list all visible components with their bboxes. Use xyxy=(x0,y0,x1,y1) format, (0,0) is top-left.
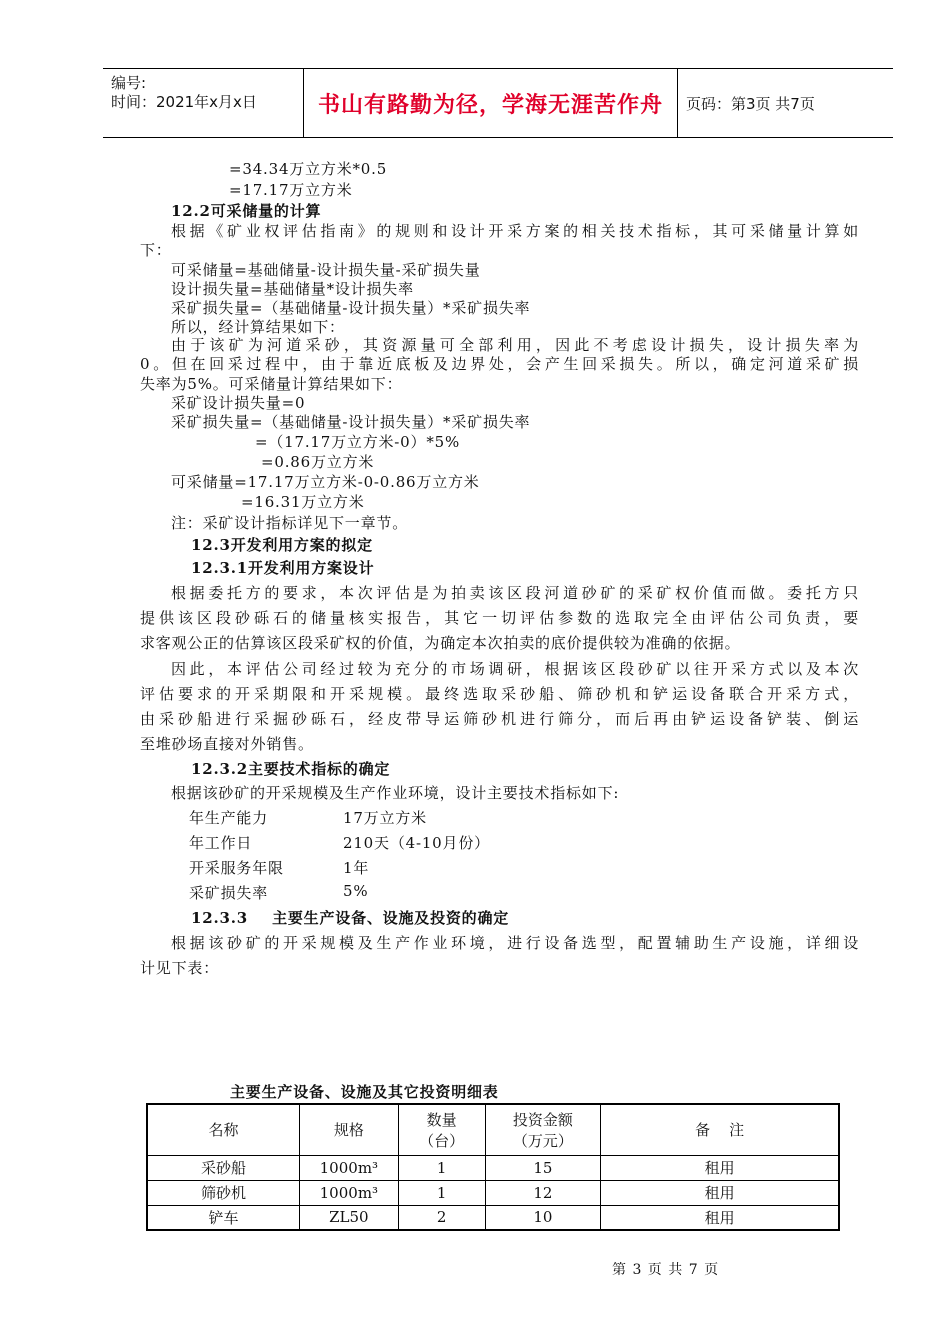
section-heading: 12.3.3 主要生产设备、设施及投资的确定 xyxy=(191,909,510,927)
col-header-name: 名称 xyxy=(147,1104,299,1155)
section-heading: 12.2可采储量的计算 xyxy=(171,202,322,220)
note-line: 注：采矿设计指标详见下一章节。 xyxy=(171,514,409,532)
table-row xyxy=(147,1180,839,1205)
col-header-spec: 规格 xyxy=(299,1104,398,1155)
cell-name: 筛砂机 xyxy=(147,1180,299,1205)
paragraph-line: 因此，本评估公司经过较为充分的市场调研，根据该区段砂矿以往开采方式以及本次 xyxy=(171,660,859,678)
col-header-invest-unit: （万元） xyxy=(512,1131,573,1150)
paragraph-line: 由于该矿为河道采砂，其资源量可全部利用，因此不考虑设计损失，设计损失率为 xyxy=(171,336,859,354)
indicator-value: 210天（4-10月份） xyxy=(343,834,490,852)
calc-line: =0.86万立方米 xyxy=(261,453,375,471)
page-header xyxy=(103,68,893,138)
cell-spec: 1000m³ xyxy=(299,1155,398,1180)
header-motto: 书山有路勤为径，学海无涯苦作舟 xyxy=(317,92,663,118)
calc-line: =16.31万立方米 xyxy=(241,493,365,511)
paragraph-line: 0。但在回采过程中，由于靠近底板及边界处，会产生回采损失。所以，确定河道采矿损 xyxy=(140,355,859,373)
paragraph-line: 计见下表： xyxy=(140,959,220,977)
cell-remark: 租用 xyxy=(601,1155,839,1180)
indicator-label: 开采服务年限 xyxy=(189,859,284,877)
section-heading: 12.3开发利用方案的拟定 xyxy=(191,536,373,554)
paragraph-line: 根据该砂矿的开采规模及生产作业环境，设计主要技术指标如下: xyxy=(171,784,620,802)
paragraph-line: 评估要求的开采期限和开采规模。最终选取采砂船、筛砂机和铲运设备联合开采方式， xyxy=(140,685,859,703)
cell-qty: 2 xyxy=(398,1205,485,1230)
formula-line: 所以，经计算结果如下： xyxy=(171,318,345,336)
calc-line: 采矿设计损失量=0 xyxy=(171,394,306,412)
paragraph-line: 由采砂船进行采掘砂砾石，经皮带导运筛砂机进行筛分，而后再由铲运设备铲装、倒运 xyxy=(140,710,859,728)
col-header-qty xyxy=(398,1104,485,1155)
number-label: 编号: xyxy=(111,74,147,92)
paragraph-line: 失率为5%。可采储量计算结果如下： xyxy=(140,375,403,393)
calc-line: 可采储量=17.17万立方米-0-0.86万立方米 xyxy=(171,473,480,491)
indicator-value: 1年 xyxy=(343,859,370,877)
section-heading: 12.3.2主要技术指标的确定 xyxy=(191,760,391,778)
calc-line: =17.17万立方米 xyxy=(229,181,353,199)
col-header-invest-line: 投资金额 xyxy=(512,1110,573,1129)
investment-table xyxy=(146,1103,840,1231)
section-heading: 12.3.1开发利用方案设计 xyxy=(191,559,375,577)
paragraph-line: 根据委托方的要求，本次评估是为拍卖该区段河道砂矿的采矿权价值而做。委托方只 xyxy=(171,584,859,602)
indicator-label: 采矿损失率 xyxy=(189,884,269,902)
cell-remark: 租用 xyxy=(601,1180,839,1205)
cell-spec: 1000m³ xyxy=(299,1180,398,1205)
col-header-invest xyxy=(485,1104,601,1155)
cell-invest: 15 xyxy=(485,1155,601,1180)
col-header-remark: 备 注 xyxy=(601,1104,839,1155)
calc-line: =（17.17万立方米-0）*5% xyxy=(255,433,461,451)
cell-invest: 10 xyxy=(485,1205,601,1230)
formula-line: 采矿损失量=（基础储量-设计损失量）*采矿损失率 xyxy=(171,299,531,317)
table-caption: 主要生产设备、设施及其它投资明细表 xyxy=(230,1083,499,1101)
page-number-label: 页码：第3页 共7页 xyxy=(686,94,815,113)
paragraph-line: 下： xyxy=(140,241,172,259)
indicator-value: 17万立方米 xyxy=(343,809,427,827)
col-header-qty-unit: （台） xyxy=(419,1131,465,1150)
indicator-label: 年生产能力 xyxy=(189,809,269,827)
page-footer: 第 3 页 共 7 页 xyxy=(612,1262,720,1278)
indicator-label: 年工作日 xyxy=(189,834,253,852)
formula-line: 设计损失量=基础储量*设计损失率 xyxy=(171,280,414,298)
cell-invest: 12 xyxy=(485,1180,601,1205)
cell-name: 铲车 xyxy=(147,1205,299,1230)
paragraph-line: 根据该砂矿的开采规模及生产作业环境，进行设备选型，配置辅助生产设施，详细设 xyxy=(171,934,859,952)
paragraph-line: 根据《矿业权评估指南》的规则和设计开采方案的相关技术指标，其可采储量计算如 xyxy=(171,222,859,240)
cell-remark: 租用 xyxy=(601,1205,839,1230)
calc-line: =34.34万立方米*0.5 xyxy=(229,160,388,178)
col-header-qty-line: 数量 xyxy=(426,1110,457,1129)
table-header-row xyxy=(147,1104,839,1155)
indicator-value: 5% xyxy=(343,882,369,900)
cell-qty: 1 xyxy=(398,1180,485,1205)
calc-line: 采矿损失量=（基础储量-设计损失量）*采矿损失率 xyxy=(171,413,531,431)
cell-name: 采砂船 xyxy=(147,1155,299,1180)
cell-spec: ZL50 xyxy=(299,1205,398,1230)
header-meta xyxy=(103,69,303,137)
paragraph-line: 提供该区段砂砾石的储量核实报告，其它一切评估参数的选取完全由评估公司负责，要 xyxy=(140,609,859,627)
cell-qty: 1 xyxy=(398,1155,485,1180)
time-label: 时间：2021年x月x日 xyxy=(111,93,257,111)
formula-line: 可采储量=基础储量-设计损失量-采矿损失量 xyxy=(171,261,481,279)
paragraph-line: 至堆砂场直接对外销售。 xyxy=(140,735,314,753)
table-row xyxy=(147,1205,839,1230)
table-row xyxy=(147,1155,839,1180)
paragraph-line: 求客观公正的估算该区段采矿权的价值，为确定本次拍卖的底价提供较为准确的依据。 xyxy=(140,634,741,652)
